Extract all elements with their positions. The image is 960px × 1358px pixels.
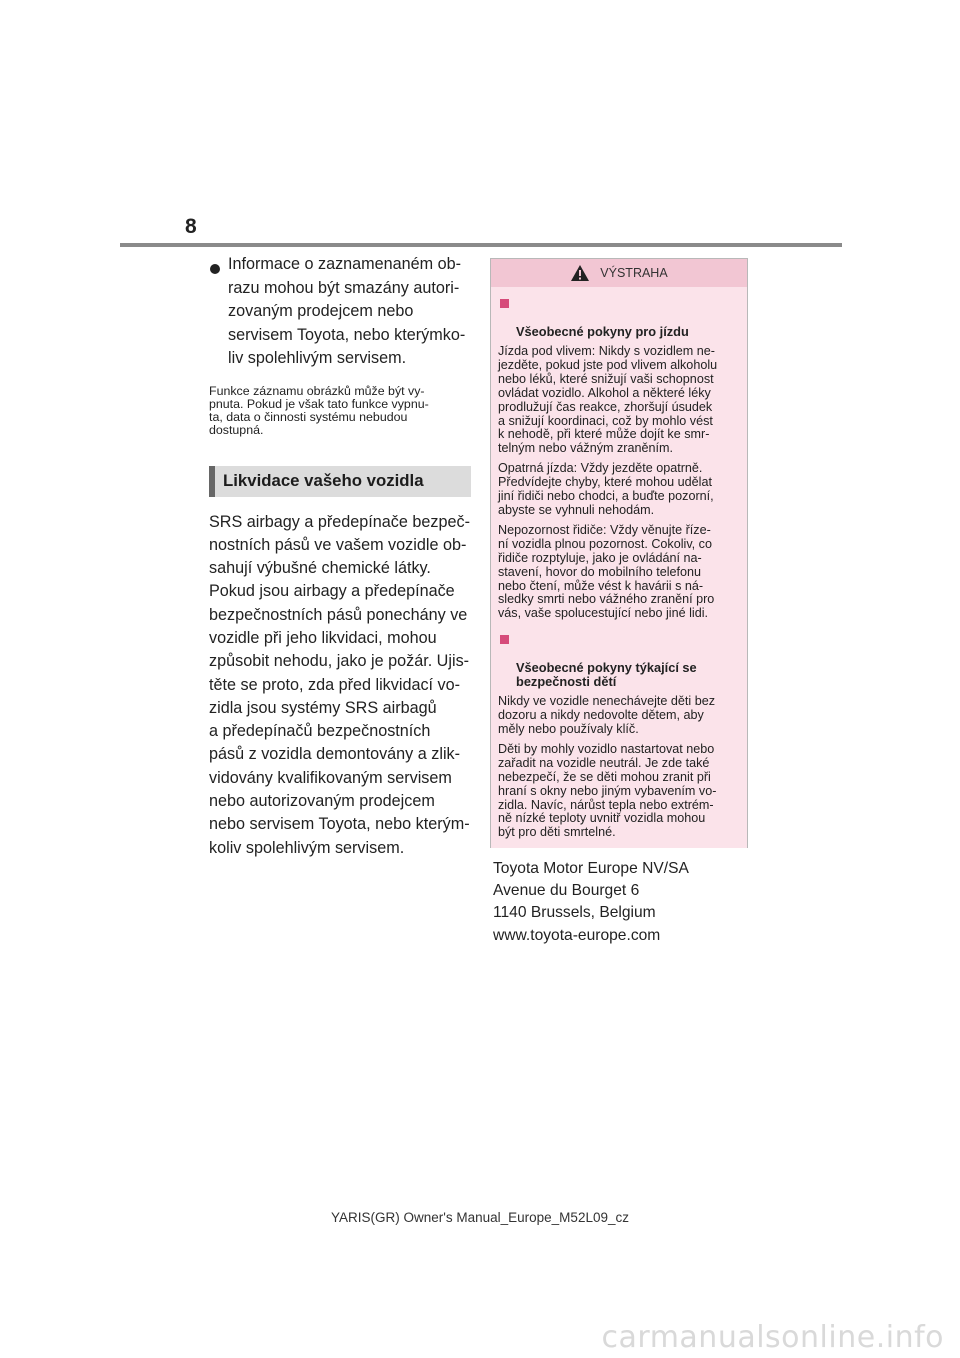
- bullet-text: Informace o zaznamenaném ob- razu mohou být smazány autori- zovaným prodejcem nebo servisem Toyota, nebo kterýmko- liv spolehlivým servisem.: [228, 255, 466, 367]
- footer-text: YARIS(GR) Owner's Manual_Europe_M52L09_cz: [331, 1210, 629, 1225]
- warning-subheading-text: Všeobecné pokyny pro jízdu: [516, 324, 689, 339]
- warning-box: [490, 258, 748, 848]
- address-city: 1140 Brussels, Belgium: [493, 904, 656, 922]
- watermark: carmanualsonline.info: [601, 1320, 944, 1355]
- address-website: www.toyota-europe.com: [493, 926, 661, 944]
- note-text: Funkce záznamu obrázků může být vy- pnuta. Pokud je však tato funkce vypnu- ta, data o činnosti systému nebudou dostupná.: [209, 383, 429, 437]
- body-text: SRS airbagy a předepínače bezpeč- nostních pásů ve vašem vozidle ob- sahují výbušné chemické látky. Pokud jsou airbagy a předepínače bezpečnostních pásů ponechány ve vozidle při jeho likvidaci, mohou způsobit nehodu, jako je požár. Ujis- těte se proto, zda před likvidací vo- zidla jsou systémy SRS airbagů a předepínačů bezpečnostních pásů z vozidla demontovány a zlik- vidovány kvalifikovaným servisem nebo autorizovaným prodejcem nebo servisem Toyota, nebo kterým- koliv spolehlivým servisem.: [209, 512, 470, 857]
- address-block: [493, 858, 689, 947]
- bullet-dot-icon: [210, 264, 220, 274]
- warning-paragraph: Jízda pod vlivem: Nikdy s vozidlem ne- jezděte, pokud jste pod vlivem alkoholu nebo léků, které snižují vaši schopnost ovládat vozidlo. Alkohol a některé léky prodlužují čas reakce, zhoršují úsudek a snižují koordinaci, což by mohlo vést k nehodě, při které může dojít ke smr- telným nebo vážným zraněním.: [498, 344, 718, 456]
- top-rule: [120, 243, 842, 247]
- warning-paragraph: Opatrná jízda: Vždy jezděte opatrně. Předvídejte chyby, které mohou udělat jiní řidiči nebo chodci, a buďte pozorní, abyste se vyhnuli nehodám.: [498, 461, 714, 517]
- warning-paragraph: Nikdy ve vozidle nenechávejte děti bez dozoru a nikdy nedovolte dětem, aby měly nebo používaly klíč.: [498, 694, 716, 737]
- square-bullet-icon: [500, 299, 509, 308]
- address-company: Toyota Motor Europe NV/SA: [493, 860, 689, 877]
- warning-paragraph: Děti by mohly vozidlo nastartovat nebo zařadit na vozidle neutrál. Je zde také nebezpečí, že se děti mohou zranit při hraní s okny nebo jiným vybavením vo- zidla. Navíc, nárůst tepla nebo extrém- ně nízké teploty uvnitř vozidla mohou být pro děti smrtelné.: [498, 741, 717, 840]
- page-number: 8: [185, 215, 197, 238]
- warning-triangle-icon: [570, 264, 590, 282]
- warning-content: [491, 287, 747, 848]
- bullet-item: [209, 253, 471, 371]
- warning-paragraph: Nepozornost řidiče: Vždy věnujte říze- ní vozidla plnou pozornost. Cokoliv, co řidiče rozptyluje, jako je ovládání na- stavení, hovor do mobilního telefonu nebo čtení, může vést k havárii s ná- sledky smrti nebo vážného zranění pro vás, vaše spolucestující nebo jiné lidi.: [498, 522, 715, 621]
- warning-subheading: [498, 297, 740, 339]
- left-column: [209, 253, 471, 860]
- warning-subheading: [498, 633, 740, 689]
- address-street: Avenue du Bourget 6: [493, 882, 640, 900]
- warning-title: VÝSTRAHA: [600, 266, 668, 280]
- square-bullet-icon: [500, 635, 509, 644]
- warning-header: [491, 259, 747, 287]
- warning-subheading-text: Všeobecné pokyny týkající se bezpečnosti dětí: [516, 660, 697, 690]
- section-heading: Likvidace vašeho vozidla: [209, 466, 471, 497]
